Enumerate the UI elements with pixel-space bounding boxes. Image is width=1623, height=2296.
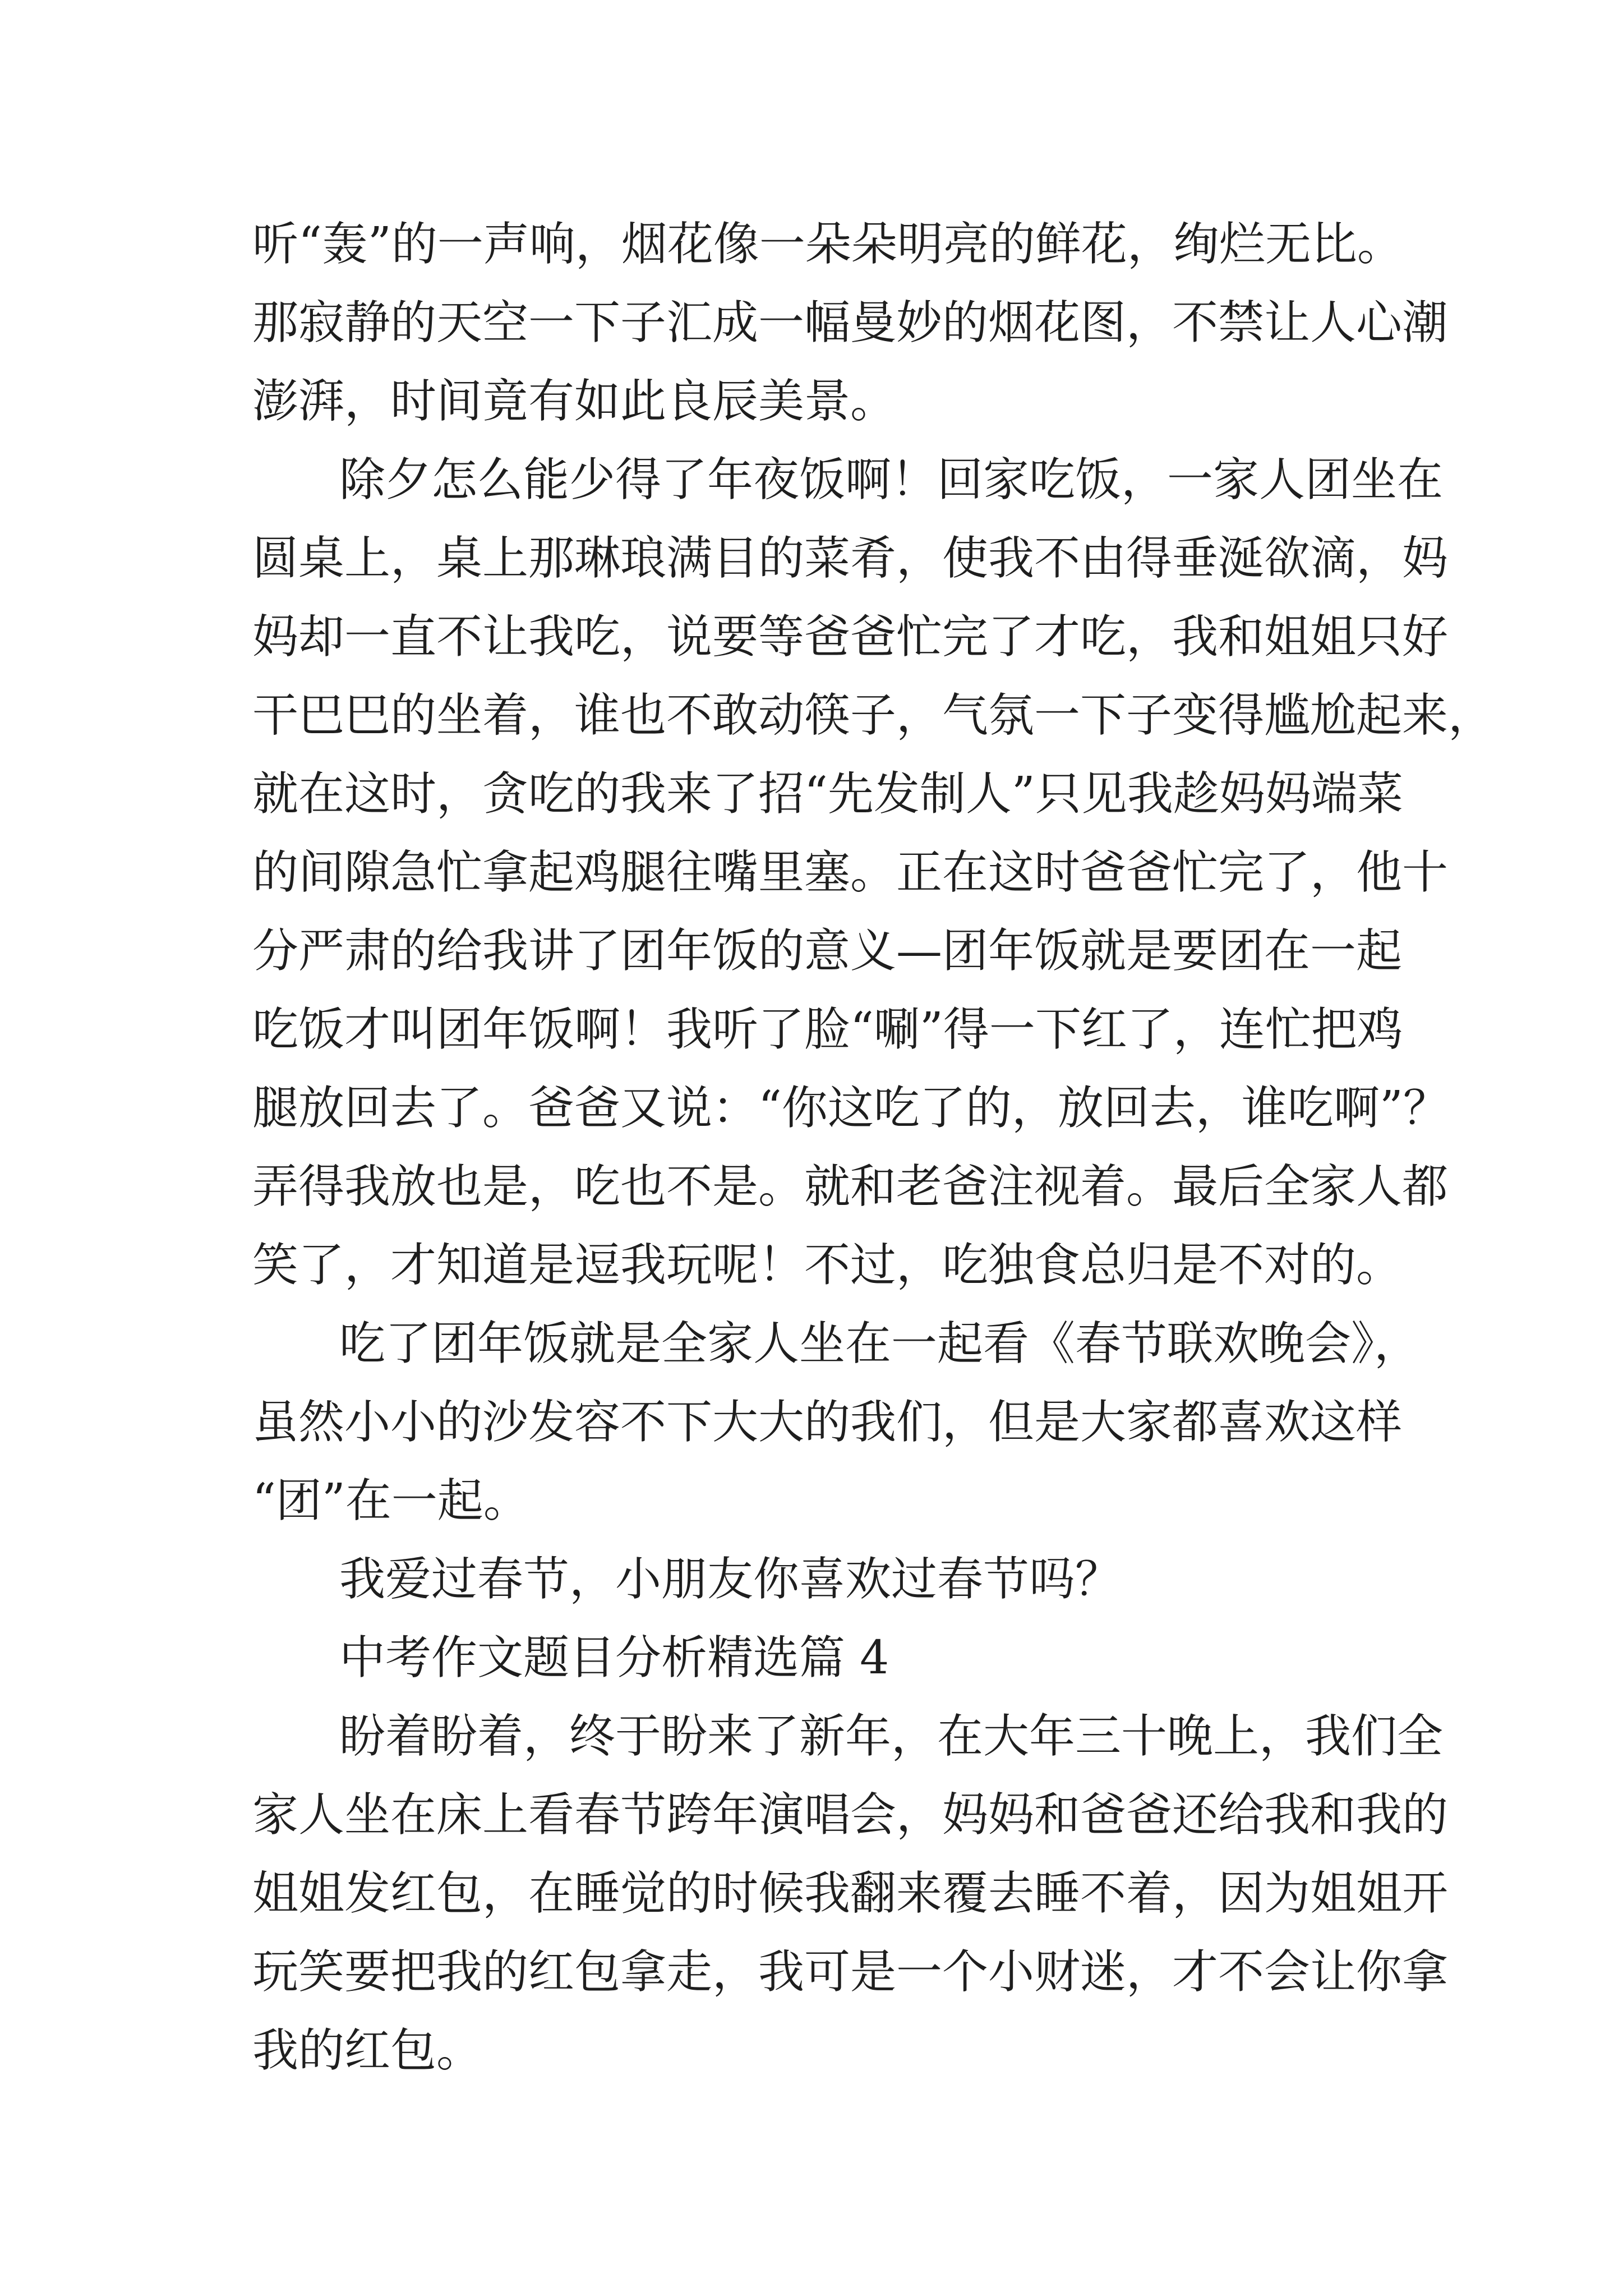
text-line: 腿放回去了。爸爸又说：“你这吃了的，放回去，谁吃啊”？ — [252, 1082, 1449, 1135]
text-line: 弄得我放也是，吃也不是。就和老爸注视着。最后全家人都 — [252, 1160, 1449, 1213]
text-line: 听“轰”的一声响，烟花像一朵朵明亮的鲜花，绚烂无比。 — [252, 218, 1403, 271]
text-line: 玩笑要把我的红包拿走，我可是一个小财迷，才不会让你拿 — [252, 1945, 1449, 1999]
text-line: 干巴巴的坐着，谁也不敢动筷子，气氛一下子变得尴尬起来， — [252, 689, 1495, 742]
text-line: 除夕怎么能少得了年夜饭啊！回家吃饭，一家人团坐在 — [339, 453, 1444, 507]
text-line: 姐姐发红包，在睡觉的时候我翻来覆去睡不着，因为姐姐开 — [252, 1867, 1449, 1920]
text-line: 妈却一直不让我吃，说要等爸爸忙完了才吃，我和姐姐只好 — [252, 610, 1449, 664]
text-line: 虽然小小的沙发容不下大大的我们，但是大家都喜欢这样 — [252, 1396, 1403, 1449]
text-line: 分严肃的给我讲了团年饭的意义—团年饭就是要团在一起 — [252, 924, 1403, 978]
text-line: 的间隙急忙拿起鸡腿往嘴里塞。正在这时爸爸忙完了，他十 — [252, 846, 1449, 899]
text-line: 吃了团年饭就是全家人坐在一起看《春节联欢晚会》， — [339, 1317, 1421, 1370]
text-line: 我的红包。 — [252, 2024, 483, 2077]
text-line: 那寂静的天空一下子汇成一幅曼妙的烟花图，不禁让人心潮 — [252, 296, 1449, 349]
text-line: 我爱过春节，小朋友你喜欢过春节吗？ — [339, 1553, 1122, 1606]
text-line: 笑了，才知道是逗我玩呢！不过，吃独食总归是不对的。 — [252, 1239, 1403, 1292]
text-line: 澎湃，时间竟有如此良辰美景。 — [252, 375, 897, 428]
text-line: 家人坐在床上看春节跨年演唱会，妈妈和爸爸还给我和我的 — [252, 1788, 1449, 1842]
text-line: “团”在一起。 — [252, 1474, 529, 1527]
text-line: 圆桌上，桌上那琳琅满目的菜肴，使我不由得垂涎欲滴，妈 — [252, 532, 1449, 585]
text-line: 盼着盼着，终于盼来了新年，在大年三十晚上，我们全 — [339, 1710, 1444, 1763]
section-heading: 中考作文题目分析精选篇 4 — [339, 1631, 889, 1685]
text-line: 吃饭才叫团年饭啊！我听了脸“唰”得一下红了，连忙把鸡 — [252, 1003, 1403, 1056]
text-line: 就在这时，贪吃的我来了招“先发制人”只见我趁妈妈端菜 — [252, 767, 1403, 821]
